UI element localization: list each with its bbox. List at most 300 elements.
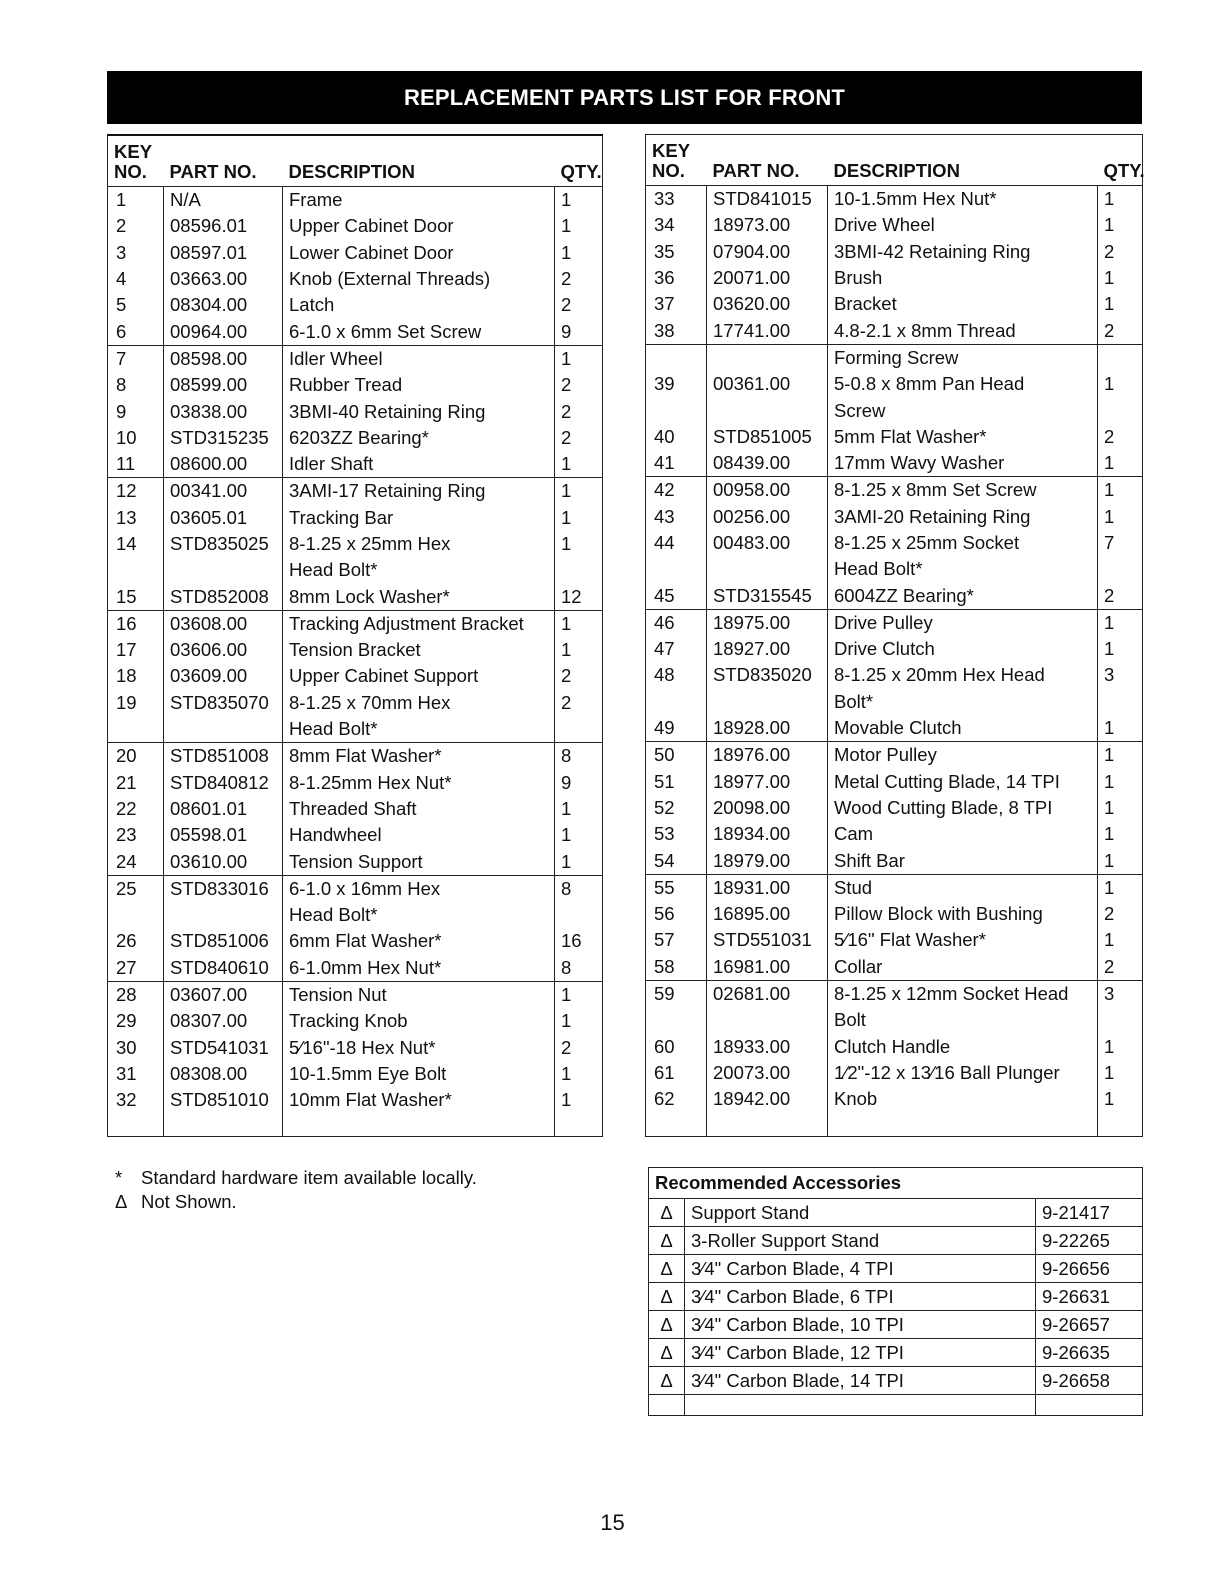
description-cell: Tracking Bar xyxy=(283,505,555,531)
qty-header: QTY. xyxy=(1098,135,1143,186)
delta-symbol: Δ xyxy=(115,1191,128,1212)
description-cell: Rubber Tread xyxy=(283,372,555,398)
part-no-cell: 00483.00 xyxy=(707,530,828,556)
description-cell: 5⁄16"-18 Hex Nut* xyxy=(283,1035,555,1061)
table-header xyxy=(646,135,1143,186)
part-no-cell: STD541031 xyxy=(164,1035,283,1061)
qty-cell: 12 xyxy=(555,583,603,610)
key-no-cell: 61 xyxy=(654,1061,675,1083)
qty-cell: 7 xyxy=(1098,530,1143,556)
delta-symbol: Δ xyxy=(649,1199,685,1227)
accessory-part-no: 9-21417 xyxy=(1036,1199,1143,1227)
part-no-cell: 03609.00 xyxy=(164,663,283,689)
part-no-cell: 20098.00 xyxy=(707,795,828,821)
part-no-cell: 08599.00 xyxy=(164,372,283,398)
empty-cell xyxy=(685,1395,1036,1416)
part-no-cell: 08304.00 xyxy=(164,292,283,318)
table-row xyxy=(646,344,1143,371)
description-cell: Forming Screw xyxy=(828,344,1098,371)
description-cell: Head Bolt* xyxy=(828,556,1098,582)
key-no-cell: 57 xyxy=(654,929,675,951)
part-no-cell: 08601.01 xyxy=(164,796,283,822)
part-no-cell: 08600.00 xyxy=(164,451,283,478)
table-row xyxy=(646,582,1143,609)
table-row xyxy=(646,291,1143,317)
delta-symbol: Δ xyxy=(649,1367,685,1395)
description-cell: Knob (External Threads) xyxy=(283,266,555,292)
qty-cell: 8 xyxy=(555,955,603,982)
description-cell: 6-1.0 x 6mm Set Screw xyxy=(283,318,555,345)
table-row xyxy=(646,317,1143,344)
qty-cell: 1 xyxy=(1098,927,1143,953)
table-row xyxy=(108,743,603,770)
table-row xyxy=(108,610,603,637)
part-no-cell: 03605.01 xyxy=(164,505,283,531)
table-row xyxy=(646,1034,1143,1060)
table-row xyxy=(108,345,603,372)
description-cell: 8-1.25 x 8mm Set Screw xyxy=(828,477,1098,504)
description-cell: Clutch Handle xyxy=(828,1034,1098,1060)
key-no-cell: 2 xyxy=(116,215,127,237)
key-no-cell: 16 xyxy=(108,610,164,637)
delta-symbol: Δ xyxy=(649,1339,685,1367)
part-no-cell: 08439.00 xyxy=(707,450,828,477)
key-no-cell: 59 xyxy=(646,980,707,1007)
accessory-name: 3⁄4" Carbon Blade, 4 TPI xyxy=(685,1255,1036,1283)
description-cell: Knob xyxy=(828,1086,1098,1112)
description-header: DESCRIPTION xyxy=(828,135,1098,186)
qty-cell: 2 xyxy=(1098,239,1143,265)
table-row xyxy=(646,556,1143,582)
part-no-cell: 18931.00 xyxy=(707,874,828,901)
table-filler-row xyxy=(108,1113,603,1136)
part-no-cell: STD551031 xyxy=(707,927,828,953)
key-no-cell: 56 xyxy=(654,903,675,925)
description-cell: Head Bolt* xyxy=(283,902,555,928)
description-cell: Latch xyxy=(283,292,555,318)
key-no-cell: 39 xyxy=(654,373,675,395)
key-no-cell xyxy=(646,689,707,715)
qty-cell: 3 xyxy=(1098,662,1143,688)
table-row xyxy=(108,557,603,583)
part-no-cell: 08597.01 xyxy=(164,240,283,266)
qty-cell: 2 xyxy=(555,425,603,451)
qty-cell: 8 xyxy=(555,743,603,770)
accessory-name: Support Stand xyxy=(685,1199,1036,1227)
description-cell: 8-1.25 x 70mm Hex xyxy=(283,690,555,716)
table-row xyxy=(108,1061,603,1087)
key-no-cell: 4 xyxy=(116,268,127,290)
table-row xyxy=(108,478,603,505)
table-row xyxy=(646,239,1143,265)
qty-cell: 1 xyxy=(1098,1034,1143,1060)
table-row xyxy=(646,371,1143,397)
table-row xyxy=(646,662,1143,688)
table-row xyxy=(646,265,1143,291)
key-no-cell xyxy=(646,556,707,582)
part-no-cell: 08596.01 xyxy=(164,213,283,239)
key-no-cell: 47 xyxy=(654,638,675,660)
accessory-part-no: 9-26635 xyxy=(1036,1339,1143,1367)
part-no-cell: 18973.00 xyxy=(707,212,828,238)
description-cell: 8-1.25mm Hex Nut* xyxy=(283,770,555,796)
key-no-cell: 11 xyxy=(116,453,136,475)
part-no-cell xyxy=(707,397,828,423)
table-row xyxy=(646,715,1143,742)
qty-cell: 1 xyxy=(555,240,603,266)
part-no-cell: 03610.00 xyxy=(164,848,283,875)
part-no-cell: 02681.00 xyxy=(707,980,828,1007)
part-no-cell: 18928.00 xyxy=(707,715,828,742)
table-row xyxy=(108,1087,603,1113)
accessory-row xyxy=(649,1339,1143,1367)
description-cell: Screw xyxy=(828,397,1098,423)
table-row xyxy=(108,663,603,689)
key-no-cell: 23 xyxy=(116,824,137,846)
description-cell: Metal Cutting Blade, 14 TPI xyxy=(828,769,1098,795)
qty-cell: 2 xyxy=(1098,901,1143,927)
delta-symbol: Δ xyxy=(649,1255,685,1283)
table-row xyxy=(108,637,603,663)
key-no-cell: 45 xyxy=(654,584,675,606)
qty-cell: 1 xyxy=(1098,477,1143,504)
key-no-cell: 48 xyxy=(654,664,675,686)
part-no-cell: STD851005 xyxy=(707,424,828,450)
part-no-cell: STD851008 xyxy=(164,743,283,770)
qty-cell: 9 xyxy=(555,318,603,345)
key-no-cell: 15 xyxy=(116,585,137,607)
key-no-cell: 58 xyxy=(654,955,675,977)
qty-cell xyxy=(555,716,603,743)
key-no-cell: 3 xyxy=(116,241,127,263)
parts-table-left xyxy=(107,134,603,1137)
description-cell: Frame xyxy=(283,187,555,214)
description-cell: Lower Cabinet Door xyxy=(283,240,555,266)
table-row xyxy=(108,955,603,982)
qty-cell xyxy=(1098,556,1143,582)
qty-cell: 1 xyxy=(1098,795,1143,821)
qty-cell: 2 xyxy=(555,266,603,292)
parts-table-right xyxy=(645,134,1143,1137)
qty-cell: 1 xyxy=(555,796,603,822)
table-row xyxy=(108,1008,603,1034)
qty-cell: 1 xyxy=(555,981,603,1008)
description-cell: 3AMI-17 Retaining Ring xyxy=(283,478,555,505)
part-no-cell: N/A xyxy=(164,187,283,214)
description-cell: 10-1.5mm Hex Nut* xyxy=(828,186,1098,213)
qty-cell xyxy=(1098,689,1143,715)
part-no-cell: STD835025 xyxy=(164,531,283,557)
key-no-cell: 17 xyxy=(116,639,137,661)
table-row xyxy=(108,292,603,318)
key-no-cell xyxy=(108,716,164,743)
description-cell: Tension Bracket xyxy=(283,637,555,663)
qty-cell: 1 xyxy=(555,531,603,557)
key-no-cell: 62 xyxy=(654,1088,675,1110)
part-no-cell: 08308.00 xyxy=(164,1061,283,1087)
table-row xyxy=(646,795,1143,821)
table-row xyxy=(646,689,1143,715)
table-row xyxy=(108,372,603,398)
table-row xyxy=(108,531,603,557)
key-no-cell: 1 xyxy=(116,189,127,211)
description-cell: Bracket xyxy=(828,291,1098,317)
table-row xyxy=(646,636,1143,662)
description-cell: 3BMI-42 Retaining Ring xyxy=(828,239,1098,265)
part-no-cell: STD315545 xyxy=(707,582,828,609)
footnotes xyxy=(115,1166,477,1214)
qty-cell: 1 xyxy=(555,822,603,848)
key-no-cell: 29 xyxy=(116,1010,137,1032)
key-no-cell: 40 xyxy=(654,425,675,447)
part-no-cell: STD835070 xyxy=(164,690,283,716)
key-no-cell: 52 xyxy=(654,796,675,818)
part-no-cell: 03663.00 xyxy=(164,266,283,292)
qty-cell: 1 xyxy=(555,187,603,214)
key-no-cell: 36 xyxy=(654,267,675,289)
description-cell: Tension Support xyxy=(283,848,555,875)
key-no-cell: 18 xyxy=(116,665,137,687)
empty-cell xyxy=(108,1113,164,1136)
part-no-cell: STD851006 xyxy=(164,928,283,954)
accessory-name: 3⁄4" Carbon Blade, 6 TPI xyxy=(685,1283,1036,1311)
key-no-cell: 13 xyxy=(116,506,137,528)
table-row xyxy=(108,928,603,954)
qty-cell: 1 xyxy=(555,345,603,372)
qty-cell: 1 xyxy=(1098,821,1143,847)
description-cell: Drive Clutch xyxy=(828,636,1098,662)
key-no-cell: 44 xyxy=(654,532,675,553)
part-no-header: PART NO. xyxy=(164,135,283,187)
part-no-cell: 00964.00 xyxy=(164,318,283,345)
key-no-cell: 55 xyxy=(646,874,707,901)
qty-cell xyxy=(1098,1007,1143,1033)
table-row xyxy=(646,609,1143,636)
key-no-cell: 12 xyxy=(108,478,164,505)
part-no-cell: 16981.00 xyxy=(707,954,828,981)
key-no-header: KEY NO. xyxy=(108,135,164,187)
table-row xyxy=(108,213,603,239)
key-no-cell: 24 xyxy=(116,850,137,872)
key-no-cell: 35 xyxy=(654,240,675,262)
table-row xyxy=(646,1086,1143,1112)
description-cell: 6-1.0mm Hex Nut* xyxy=(283,955,555,982)
description-cell: 6004ZZ Bearing* xyxy=(828,582,1098,609)
table-row xyxy=(108,875,603,902)
qty-cell: 1 xyxy=(1098,371,1143,397)
table-row xyxy=(108,318,603,345)
key-no-cell: 43 xyxy=(654,505,675,527)
description-cell: 6203ZZ Bearing* xyxy=(283,425,555,451)
qty-cell: 1 xyxy=(555,610,603,637)
key-no-cell: 8 xyxy=(116,374,127,396)
table-row xyxy=(646,901,1143,927)
table-row xyxy=(108,583,603,610)
empty-cell xyxy=(828,1112,1098,1136)
table-row xyxy=(108,425,603,451)
key-no-cell: 21 xyxy=(116,771,137,793)
table-row xyxy=(108,240,603,266)
table-row xyxy=(108,848,603,875)
qty-cell: 8 xyxy=(555,875,603,902)
qty-cell: 1 xyxy=(1098,186,1143,213)
accessory-row xyxy=(649,1367,1143,1395)
table-row xyxy=(108,716,603,743)
description-cell: Shift Bar xyxy=(828,847,1098,874)
empty-cell xyxy=(555,1113,603,1136)
table-row xyxy=(646,821,1143,847)
accessory-name: 3⁄4" Carbon Blade, 12 TPI xyxy=(685,1339,1036,1367)
part-no-cell xyxy=(164,902,283,928)
table-filler-row xyxy=(646,1112,1143,1136)
key-no-cell: 33 xyxy=(654,188,675,210)
description-cell: 10-1.5mm Eye Bolt xyxy=(283,1061,555,1087)
table-row xyxy=(646,397,1143,423)
key-no-cell xyxy=(646,1007,707,1033)
key-no-cell: 32 xyxy=(116,1089,137,1111)
description-cell: Motor Pulley xyxy=(828,742,1098,769)
part-no-cell: STD840812 xyxy=(164,770,283,796)
qty-cell: 2 xyxy=(555,663,603,689)
table-row xyxy=(108,187,603,214)
part-no-cell: STD851010 xyxy=(164,1087,283,1113)
empty-cell xyxy=(707,1112,828,1136)
description-cell: 17mm Wavy Washer xyxy=(828,450,1098,477)
empty-cell xyxy=(283,1113,555,1136)
qty-cell: 2 xyxy=(1098,582,1143,609)
accessory-part-no: 9-22265 xyxy=(1036,1227,1143,1255)
table-row xyxy=(108,398,603,424)
accessories-table xyxy=(648,1167,1143,1416)
key-no-cell: 26 xyxy=(116,930,137,952)
part-no-cell: 20071.00 xyxy=(707,265,828,291)
table-header xyxy=(108,135,603,187)
accessory-part-no: 9-26657 xyxy=(1036,1311,1143,1339)
qty-cell: 1 xyxy=(555,848,603,875)
table-row xyxy=(646,1060,1143,1086)
qty-cell: 1 xyxy=(1098,504,1143,530)
part-no-cell xyxy=(164,716,283,743)
description-cell: Idler Shaft xyxy=(283,451,555,478)
part-no-cell: STD852008 xyxy=(164,583,283,610)
description-cell: Wood Cutting Blade, 8 TPI xyxy=(828,795,1098,821)
page-number: 15 xyxy=(600,1510,625,1535)
qty-cell: 1 xyxy=(555,451,603,478)
table-row xyxy=(108,796,603,822)
accessory-row xyxy=(649,1311,1143,1339)
description-header: DESCRIPTION xyxy=(283,135,555,187)
table-row xyxy=(108,451,603,478)
qty-cell: 1 xyxy=(1098,265,1143,291)
empty-cell xyxy=(164,1113,283,1136)
part-no-cell: 18977.00 xyxy=(707,769,828,795)
key-no-cell xyxy=(108,902,164,928)
part-no-cell: STD833016 xyxy=(164,875,283,902)
key-no-cell xyxy=(646,344,707,371)
description-cell: Tracking Knob xyxy=(283,1008,555,1034)
part-no-cell xyxy=(707,556,828,582)
delta-symbol: Δ xyxy=(649,1227,685,1255)
qty-cell: 3 xyxy=(1098,980,1143,1007)
part-no-cell: 18933.00 xyxy=(707,1034,828,1060)
part-no-cell: 18927.00 xyxy=(707,636,828,662)
description-cell: Collar xyxy=(828,954,1098,981)
key-no-cell: 27 xyxy=(116,956,137,978)
description-cell: Upper Cabinet Door xyxy=(283,213,555,239)
part-no-cell: 03606.00 xyxy=(164,637,283,663)
key-no-cell: 42 xyxy=(646,477,707,504)
description-cell: 5mm Flat Washer* xyxy=(828,424,1098,450)
description-cell: Threaded Shaft xyxy=(283,796,555,822)
qty-cell: 2 xyxy=(555,1035,603,1061)
key-no-cell: 34 xyxy=(654,214,675,236)
accessory-part-no: 9-26631 xyxy=(1036,1283,1143,1311)
qty-cell: 2 xyxy=(555,292,603,318)
part-no-cell: 00958.00 xyxy=(707,477,828,504)
footnote-standard-hardware: * Standard hardware item available locally. xyxy=(115,1167,477,1188)
qty-cell: 1 xyxy=(555,478,603,505)
accessory-row xyxy=(649,1283,1143,1311)
accessories-end-row xyxy=(649,1395,1143,1416)
qty-cell: 1 xyxy=(1098,291,1143,317)
qty-cell: 1 xyxy=(1098,769,1143,795)
key-no-cell: 9 xyxy=(116,400,127,422)
accessory-part-no: 9-26658 xyxy=(1036,1367,1143,1395)
key-no-cell: 14 xyxy=(116,533,137,554)
table-row xyxy=(108,690,603,716)
key-no-cell: 60 xyxy=(654,1035,675,1057)
description-cell: 6mm Flat Washer* xyxy=(283,928,555,954)
part-no-cell: 03607.00 xyxy=(164,981,283,1008)
description-cell: 1⁄2"-12 x 13⁄16 Ball Plunger xyxy=(828,1060,1098,1086)
description-cell: 3BMI-40 Retaining Ring xyxy=(283,398,555,424)
accessories-title: Recommended Accessories xyxy=(649,1168,1143,1199)
table-row xyxy=(646,504,1143,530)
qty-cell: 1 xyxy=(1098,609,1143,636)
part-no-cell: 17741.00 xyxy=(707,317,828,344)
accessory-name: 3⁄4" Carbon Blade, 10 TPI xyxy=(685,1311,1036,1339)
description-cell: Bolt* xyxy=(828,689,1098,715)
delta-symbol: Δ xyxy=(649,1311,685,1339)
description-cell: Movable Clutch xyxy=(828,715,1098,742)
table-row xyxy=(646,450,1143,477)
part-no-cell xyxy=(707,344,828,371)
description-cell: Bolt xyxy=(828,1007,1098,1033)
part-no-cell: 00256.00 xyxy=(707,504,828,530)
key-no-header: KEY NO. xyxy=(646,135,707,186)
qty-cell: 16 xyxy=(555,928,603,954)
qty-cell: 1 xyxy=(1098,450,1143,477)
qty-cell: 1 xyxy=(555,637,603,663)
qty-cell: 1 xyxy=(1098,715,1143,742)
qty-cell: 9 xyxy=(555,770,603,796)
qty-cell: 1 xyxy=(555,1087,603,1113)
description-cell: Idler Wheel xyxy=(283,345,555,372)
qty-cell xyxy=(1098,397,1143,423)
key-no-cell: 28 xyxy=(108,981,164,1008)
qty-cell xyxy=(1098,344,1143,371)
qty-cell: 2 xyxy=(1098,317,1143,344)
part-no-cell: 20073.00 xyxy=(707,1060,828,1086)
description-cell: Brush xyxy=(828,265,1098,291)
description-cell: Stud xyxy=(828,874,1098,901)
description-cell: Tension Nut xyxy=(283,981,555,1008)
key-no-cell: 30 xyxy=(116,1036,137,1058)
qty-cell: 2 xyxy=(1098,954,1143,981)
table-row xyxy=(646,980,1143,1007)
description-cell: 8mm Flat Washer* xyxy=(283,743,555,770)
key-no-cell: 6 xyxy=(116,320,127,342)
